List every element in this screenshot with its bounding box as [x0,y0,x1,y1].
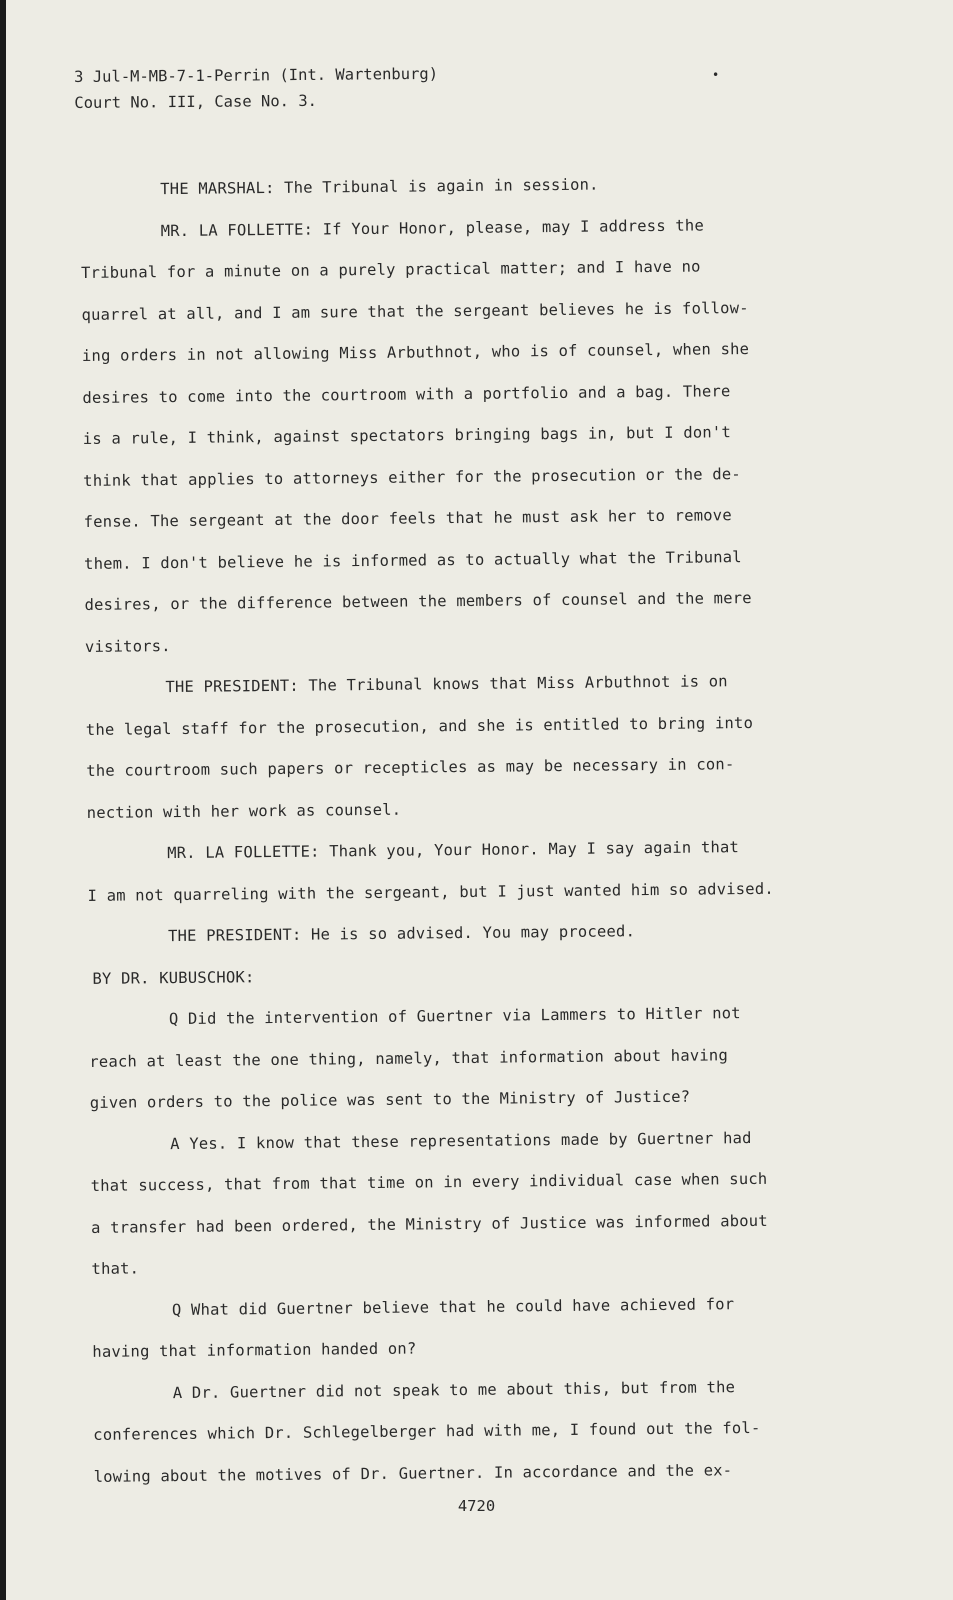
scan-speck: • [712,68,720,82]
transcript-line: that. [91,1259,140,1278]
transcript-line: desires, or the difference between the members of counsel and the mere [84,588,752,614]
transcript-line: fense. The sergeant at the door feels that he must ask her to remove [83,506,732,531]
transcript-line: reach at least the one thing, namely, that information about having [89,1045,729,1071]
header-reference-line: 3 Jul-M-MB-7-1-Perrin (Int. Wartenburg) [74,64,439,86]
transcript-line: ing orders in not allowing Miss Arbuthnot, who is of counsel, when she [81,340,750,365]
transcript-line: the courtroom such papers or recepticles as may be necessary in con- [86,755,735,780]
page-number: 4720 [457,1497,496,1515]
transcript-line: I am not quarreling with the sergeant, but I just wanted him so advised. [87,879,774,905]
transcript-body [80,162,834,1498]
transcript-line: Tribunal for a minute on a purely practical matter; and I have no [80,257,701,282]
transcript-line: Q Did the intervention of Guertner via Lammers to Hitler not [168,1004,741,1029]
transcript-line: that success, that from that time on in every individual case when such [90,1169,768,1195]
transcript-line: A Yes. I know that these representations made by Guertner had [170,1128,752,1153]
transcript-line: MR. LA FOLLETTE: If Your Honor, please, may I address the [160,215,705,240]
document-header [74,61,438,116]
transcript-line: is a rule, I think, against spectators bringing bags in, but I don't [82,423,732,448]
transcript-line: visitors. [84,636,171,656]
transcript-line: Q What did Guertner believe that he could have achieved for [171,1294,735,1319]
transcript-line: a transfer had been ordered, the Ministry of Justice was informed about [90,1211,768,1237]
transcript-line: conferences which Dr. Schlegelberger had with me, I found out the fol- [93,1418,761,1444]
transcript-line: quarrel at all, and I am sure that the sergeant believes he is follow- [81,298,749,324]
transcript-line: lowing about the motives of Dr. Guertner. In accordance and the ex- [93,1460,733,1486]
transcript-line: THE PRESIDENT: He is so advised. You may proceed. [167,922,636,946]
transcript-line: MR. LA FOLLETTE: Thank you, Your Honor. May I say again that [167,838,740,863]
header-court-line: Court No. III, Case No. 3. [74,91,318,112]
transcript-line: them. I don't believe he is informed as to actually what the Tribunal [84,547,742,573]
transcript-line: THE MARSHAL: The Tribunal is again in session. [160,175,599,199]
transcript-line: having that information handed on? [92,1339,417,1361]
transcript-line: given orders to the police was sent to the Ministry of Justice? [89,1087,691,1112]
transcript-line: BY DR. KUBUSCHOK: [92,967,255,988]
transcript-line: think that applies to attorneys either for the prosecution or the de- [83,464,742,490]
scan-edge [0,0,6,1600]
transcript-line: the legal staff for the prosecution, and she is entitled to bring into [85,713,754,739]
transcript-line: THE PRESIDENT: The Tribunal knows that Miss Arbuthnot is on [165,672,728,697]
transcript-line: nection with her work as counsel. [86,800,402,822]
transcript-line: A Dr. Guertner did not speak to me about this, but from the [172,1377,736,1402]
transcript-line: desires to come into the courtroom with a portfolio and a bag. There [82,381,731,407]
